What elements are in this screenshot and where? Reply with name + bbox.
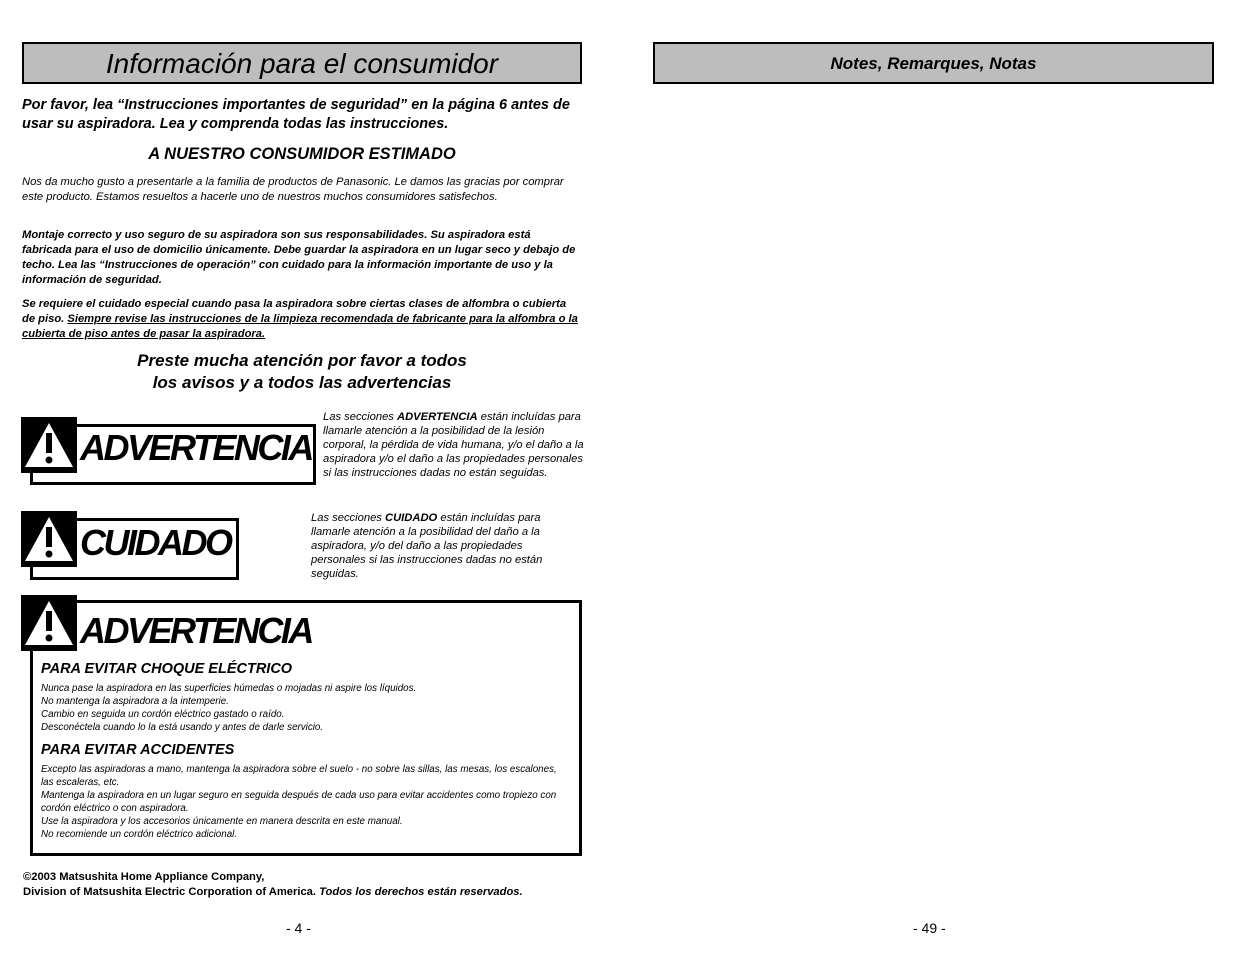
caution-desc-bold: CUIDADO bbox=[385, 512, 438, 524]
intro-text: Por favor, lea “Instrucciones importantes de seguridad” en la página 6 antes de usar su aspiradora. Lea y comprenda todas las instrucciones. bbox=[22, 97, 570, 132]
special-care-text: Se requiere el cuidado especial cuando pasa la aspiradora sobre ciertas clases de alfombra o cubierta de piso. bbox=[22, 298, 567, 325]
footer-rights: Todos los derechos están reservados. bbox=[319, 886, 523, 898]
special-care-underlined: Siempre revise las instrucciones de la limpieza recomendada de fabricante para la alfombra o la cubierta de piso antes de pasar la aspiradora. bbox=[22, 313, 578, 340]
list-item: Desconéctela cuando lo la está usando y antes de darle servicio. bbox=[41, 722, 324, 733]
accidents-list bbox=[41, 763, 571, 841]
warning-triangle-icon bbox=[21, 511, 77, 567]
warning-triangle-icon bbox=[21, 595, 77, 651]
paragraph-special-care bbox=[22, 297, 582, 342]
list-item: Cambio en seguida un cordón eléctrico gastado o raído. bbox=[41, 709, 285, 720]
list-item: Excepto las aspiradoras a mano, mantenga la aspiradora sobre el suelo - no sobre las sillas, las mesas, los escalones, las escaleras, etc. bbox=[41, 764, 557, 788]
footer-line-1: ©2003 Matsushita Home Appliance Company, bbox=[23, 871, 265, 883]
footer-company: Division of Matsushita Electric Corporation of America. bbox=[23, 886, 320, 898]
list-item: No mantenga la aspiradora a la intemperie. bbox=[41, 696, 229, 707]
caution-word: CUIDADO bbox=[80, 522, 231, 563]
warning-triangle-icon bbox=[21, 417, 77, 473]
section-heading: A NUESTRO CONSUMIDOR ESTIMADO bbox=[148, 145, 456, 163]
electric-shock-list bbox=[41, 682, 571, 734]
subheading-electric-shock: PARA EVITAR CHOQUE ELÉCTRICO bbox=[41, 661, 293, 677]
paragraph-responsibility: Montaje correcto y uso seguro de su aspiradora son sus responsabilidades. Su aspiradora está fabricada para el uso de domicilio únicamente. Debe guardar la aspiradora en un lugar seco y debajo de techo. Lea las “Instrucciones de operación” con cuidado para la información importante de uso y la información de seguridad. bbox=[22, 229, 576, 286]
list-item: Mantenga la aspiradora en un lugar seguro en seguida después de cada uso para evitar accidentes como tropiezo con cordón eléctrico o con aspiradora. bbox=[41, 790, 557, 814]
warning-description bbox=[323, 410, 585, 480]
page-title: Información para el consumidor bbox=[22, 42, 582, 84]
list-item: No recomiende un cordón eléctrico adicional. bbox=[41, 829, 238, 840]
caution-desc-pre: Las secciones bbox=[311, 512, 386, 524]
copyright-footer bbox=[23, 870, 543, 900]
attention-line-1: Preste mucha atención por favor a todos bbox=[137, 351, 467, 370]
page-number-right: - 49 - bbox=[913, 920, 946, 936]
warning-desc-post: están incluídas para llamarle atención a la posibilidad de la lesión corporal, la pérdida de vida humana, y/o el daño a la aspiradora y/o el daño a las propiedades personales si las instrucciones dadas no están seguidas. bbox=[323, 411, 584, 479]
notes-title: Notes, Remarques, Notas bbox=[653, 42, 1214, 84]
caution-description bbox=[311, 511, 575, 581]
attention-line-2: los avisos y a todos las advertencias bbox=[152, 373, 452, 392]
paragraph-welcome: Nos da mucho gusto a presentarle a la familia de productos de Panasonic. Le damos las gracias por comprar este producto. Estamos resueltos a hacerle uno de nuestros muchos consumidores satisfechos. bbox=[22, 176, 564, 203]
warning-desc-pre: Las secciones bbox=[323, 411, 398, 423]
warning-word: ADVERTENCIA bbox=[80, 427, 312, 468]
attention-notice bbox=[22, 350, 582, 394]
warning-word: ADVERTENCIA bbox=[80, 610, 312, 651]
list-item: Use la aspiradora y los accesorios únicamente en manera descrita en este manual. bbox=[41, 816, 403, 827]
subheading-accidents: PARA EVITAR ACCIDENTES bbox=[41, 742, 235, 758]
page-number-left: - 4 - bbox=[286, 920, 311, 936]
list-item: Nunca pase la aspiradora en las superficies húmedas o mojadas ni aspire los líquidos. bbox=[41, 683, 417, 694]
footer-line-2 bbox=[23, 885, 543, 900]
warning-desc-bold: ADVERTENCIA bbox=[397, 411, 478, 423]
caution-desc-post: están incluídas para llamarle atención a la posibilidad del daño a la aspiradora, y/o del daño a las propiedades personales si las instrucciones dadas no están seguidas. bbox=[311, 512, 543, 580]
